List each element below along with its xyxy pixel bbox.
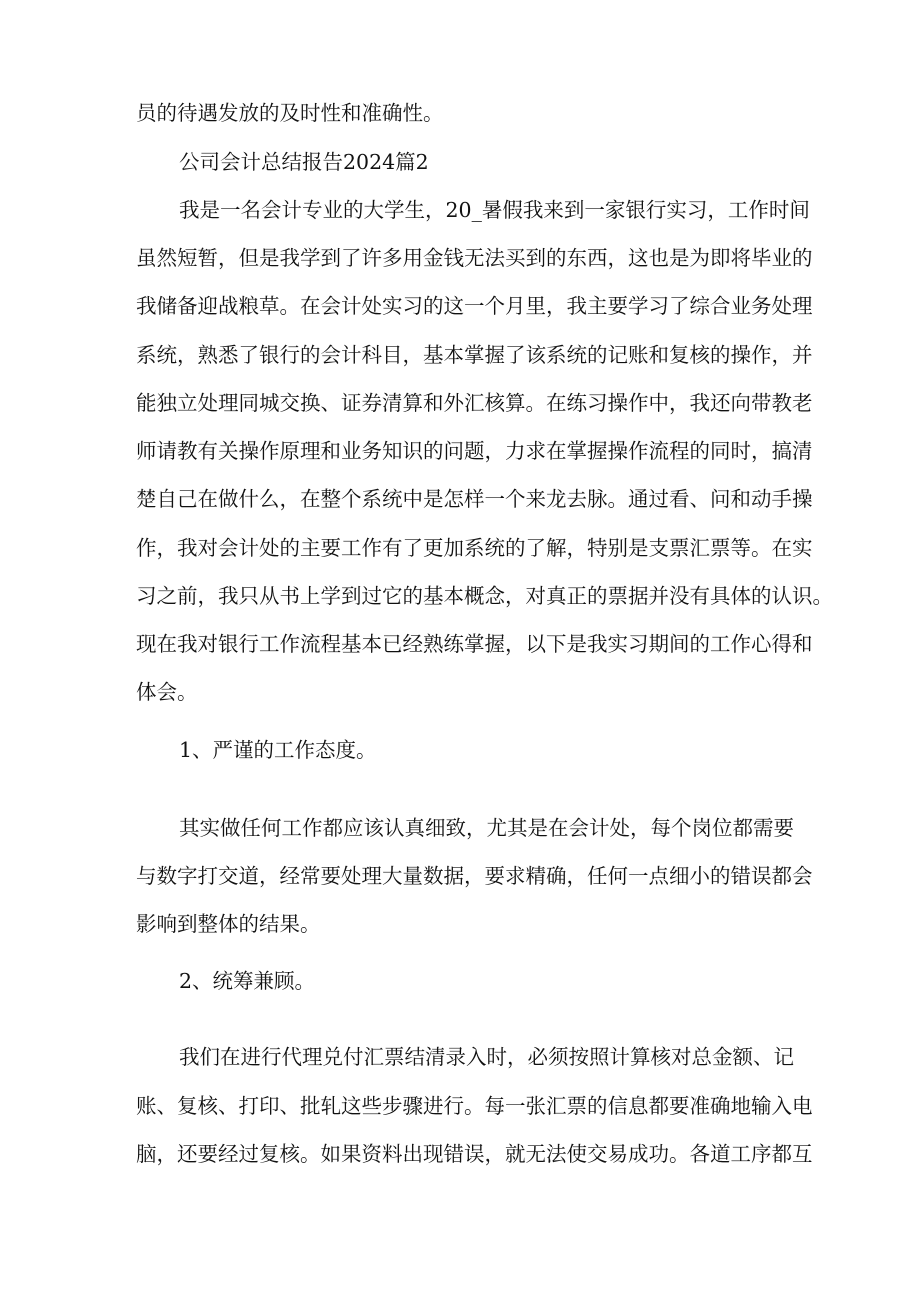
paragraph1-line: 我储备迎战粮草。在会计处实习的这一个月里，我主要学习了综合业务处理 — [136, 294, 813, 318]
paragraph1-line: 师请教有关操作原理和业务知识的问题，力求在掌握操作流程的同时，搞清 — [136, 439, 813, 463]
paragraph3-line: 我们在进行代理兑付汇票结清录入时，必须按照计算核对总金额、记 — [179, 1045, 794, 1069]
paragraph1-line: 系统，熟悉了银行的会计科目，基本掌握了该系统的记账和复核的操作，并 — [136, 343, 813, 367]
paragraph1-line: 楚自己在做什么，在整个系统中是怎样一个来龙去脉。通过看、问和动手操 — [136, 487, 813, 511]
paragraph2-line: 其实做任何工作都应该认真细致，尤其是在会计处，每个岗位都需要 — [179, 816, 794, 840]
paragraph1-line: 能独立处理同城交换、证券清算和外汇核算。在练习操作中，我还向带教老 — [136, 391, 813, 415]
paragraph1-line: 我是一名会计专业的大学生，20_暑假我来到一家银行实习，工作时间 — [179, 198, 810, 222]
paragraph3-line: 账、复核、打印、批轧这些步骤进行。每一张汇票的信息都要准确地输入电 — [136, 1094, 813, 1118]
paragraph2-line: 影响到整体的结果。 — [136, 912, 321, 936]
paragraph1-line: 作，我对会计处的主要工作有了更加系统的了解，特别是支票汇票等。在实 — [136, 536, 813, 560]
paragraph1-line: 虽然短暂，但是我学到了许多用金钱无法买到的东西，这也是为即将毕业的 — [136, 246, 813, 270]
paragraph1-line: 习之前，我只从书上学到过它的基本概念，对真正的票据并没有具体的认识。 — [136, 584, 833, 608]
paragraph2-line: 与数字打交道，经常要处理大量数据，要求精确，任何一点细小的错误都会 — [136, 864, 813, 888]
intro-tail-line: 员的待遇发放的及时性和准确性。 — [136, 101, 444, 125]
paragraph3-line: 脑，还要经过复核。如果资料出现错误，就无法使交易成功。各道工序都互 — [136, 1142, 813, 1166]
section-title: 公司会计总结报告2024篇2 — [179, 150, 429, 174]
section-heading-1: 1、严谨的工作态度。 — [179, 738, 377, 762]
paragraph1-line: 现在我对银行工作流程基本已经熟练掌握，以下是我实习期间的工作心得和 — [136, 632, 813, 656]
section-heading-2: 2、统筹兼顾。 — [179, 969, 316, 993]
paragraph1-line: 体会。 — [136, 680, 198, 704]
